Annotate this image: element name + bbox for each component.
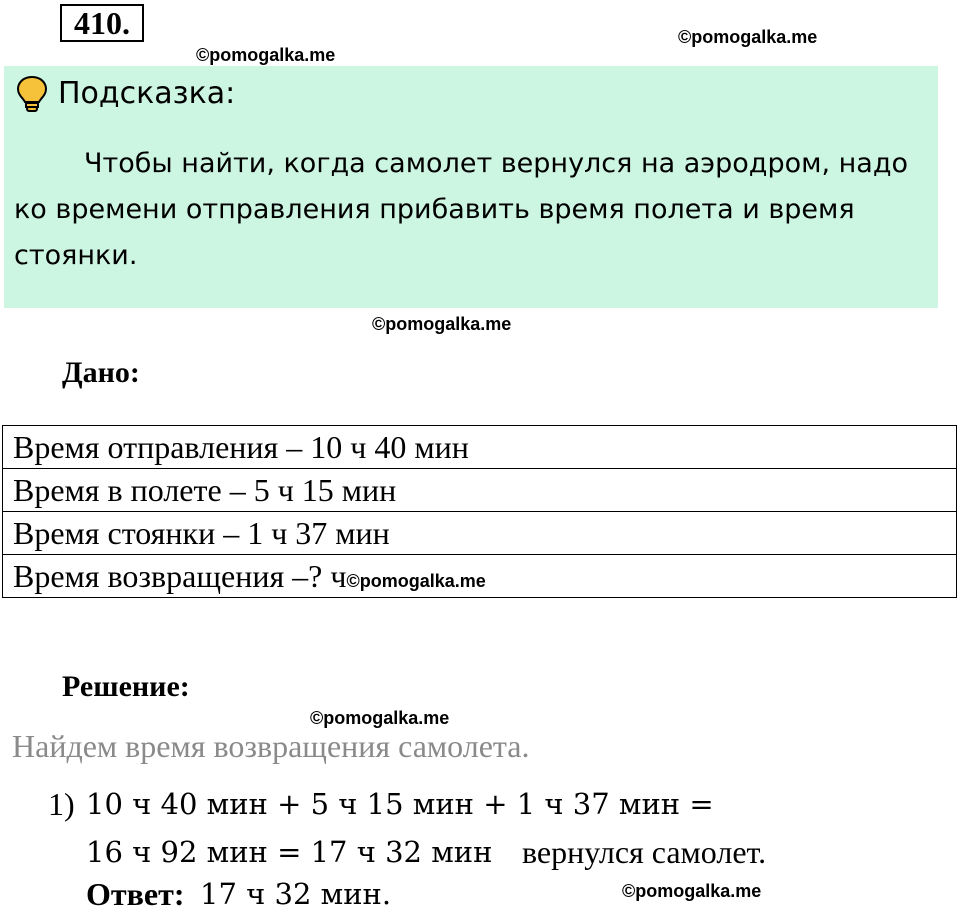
solution-intro: Найдем время возвращения самолета. [12, 728, 530, 764]
table-row [3, 512, 957, 555]
solution-heading: Решение: [62, 670, 190, 703]
watermark: ©pomogalka.me [678, 27, 818, 47]
problem-number: 410. [60, 4, 144, 42]
solution-step-line2: 16 ч 92 мин = 17 ч 32 мин [86, 835, 493, 869]
table-row [3, 555, 957, 598]
solution-step-line1: 10 ч 40 мин + 5 ч 15 мин + 1 ч 37 мин = [86, 787, 714, 821]
given-cell: Время отправления – 10 ч 40 мин [3, 426, 957, 469]
given-cell-text: Время возвращения –? ч [13, 557, 347, 594]
given-cell: Время в полете – 5 ч 15 мин [3, 469, 957, 512]
given-cell: Время стоянки – 1 ч 37 мин [3, 512, 957, 555]
lightbulb-icon [14, 74, 50, 114]
given-cell [3, 555, 957, 598]
table-row [3, 426, 957, 469]
watermark: ©pomogalka.me [622, 881, 762, 901]
given-table [2, 425, 957, 598]
watermark: ©pomogalka.me [310, 708, 450, 728]
solution-step-number: 1) [48, 786, 75, 822]
hint-title: Подсказка: [58, 76, 236, 111]
solution-step-line2-text: вернулся самолет. [522, 834, 767, 870]
watermark: ©pomogalka.me [196, 45, 336, 65]
answer-value: 17 ч 32 мин. [200, 877, 392, 911]
given-heading: Дано: [62, 356, 140, 389]
hint-text: Чтобы найти, когда самолет вернулся на аэродром, надо ко времени отправления прибавить время полета и время стоянки. [14, 148, 909, 271]
watermark: ©pomogalka.me [346, 570, 486, 591]
table-row [3, 469, 957, 512]
answer-label: Ответ: [86, 876, 185, 912]
watermark: ©pomogalka.me [372, 314, 512, 334]
